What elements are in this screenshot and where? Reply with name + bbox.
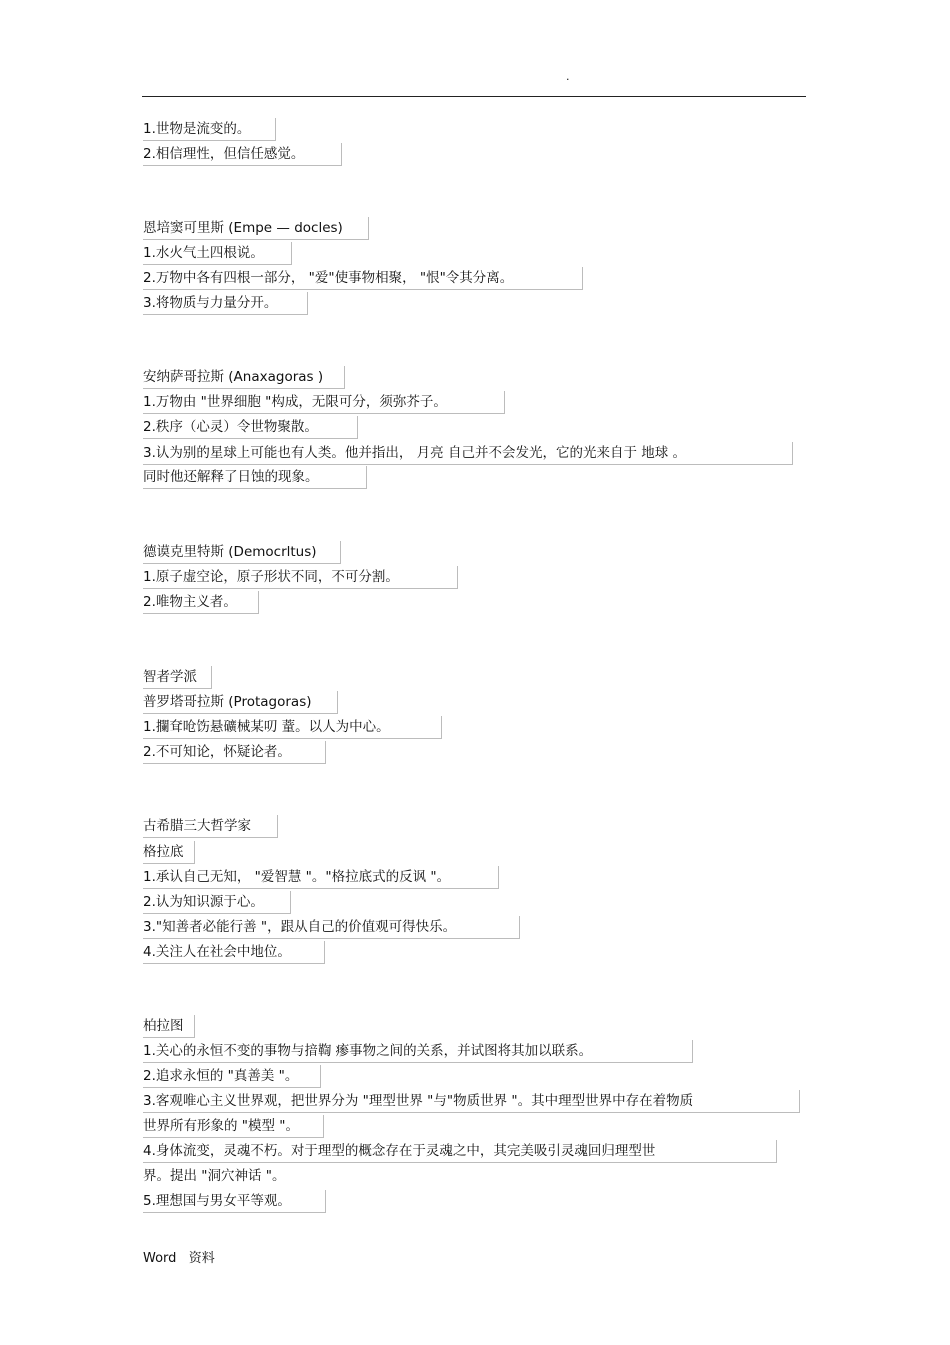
text-line: 2.追求永恒的 "真善美 "。	[143, 1065, 321, 1088]
text-line: 1.攔耷呛饬悬礦械某叨 蕫。以人为中心。	[143, 716, 442, 739]
text-line: 2.相信理性，但信任感觉。	[143, 143, 342, 166]
text-line: 世界所有形象的 "模型 "。	[143, 1115, 324, 1138]
text-line: 2.唯物主义者。	[143, 591, 259, 614]
header-mark: .	[566, 70, 570, 83]
header-rule	[142, 96, 806, 97]
text-line: 1.关心的永恒不变的事物与揞鞫 瘆事物之间的关系，并试图将其加以联系。	[143, 1040, 693, 1063]
text-line: 1.世物是流变的。	[143, 118, 276, 141]
section-heading: 德谟克里特斯 (Democrltus)	[143, 541, 341, 564]
text-line: 3.认为别的星球上可能也有人类。他并指出， 月亮 自己并不会发光，它的光来自于 地球 。	[143, 442, 793, 465]
text-line: 1.原子虚空论，原子形状不同，不可分割。	[143, 566, 458, 589]
text-line: 2.不可知论，怀疑论者。	[143, 741, 326, 764]
text-line: 1.万物由 "世界细胞 "构成，无限可分，须弥芥子。	[143, 391, 505, 414]
text-line: 2.认为知识源于心。	[143, 891, 291, 914]
text-line: 界。提出 "洞穴神话 "。	[143, 1168, 286, 1184]
section-heading: 柏拉图	[143, 1015, 195, 1038]
text-line: 1.承认自己无知， "爱智慧 "。"格拉底式的反讽 "。	[143, 866, 499, 889]
text-line: 3."知善者必能行善 "，跟从自己的价值观可得快乐。	[143, 916, 520, 939]
text-line: 2.万物中各有四根一部分， "爱"使事物相聚， "恨"令其分离。	[143, 267, 583, 290]
section-heading: 古希腊三大哲学家	[143, 815, 278, 838]
footer-label: Word 资料	[143, 1251, 215, 1266]
section-heading: 智者学派	[143, 666, 212, 689]
text-line: 同时他还解释了日蚀的现象。	[143, 466, 367, 489]
text-line: 3.客观唯心主义世界观，把世界分为 "理型世界 "与"物质世界 "。其中理型世界中存在着物质	[143, 1090, 800, 1113]
text-line: 4.身体流变，灵魂不朽。对于理型的概念存在于灵魂之中，其完美吸引灵魂回归理型世	[143, 1140, 777, 1163]
text-line: 3.将物质与力量分开。	[143, 292, 308, 315]
section-heading: 普罗塔哥拉斯 (Protagoras)	[143, 691, 338, 714]
section-heading: 恩培窦可里斯 (Empe — docles)	[143, 217, 369, 240]
section-heading: 安纳萨哥拉斯 (Anaxagoras )	[143, 366, 345, 389]
text-line: 1.水火气土四根说。	[143, 242, 292, 265]
text-line: 4.关注人在社会中地位。	[143, 941, 325, 964]
text-line: 2.秩序（心灵）令世物聚散。	[143, 416, 358, 439]
text-line: 5.理想国与男女平等观。	[143, 1190, 326, 1213]
section-heading: 格拉底	[143, 841, 195, 864]
